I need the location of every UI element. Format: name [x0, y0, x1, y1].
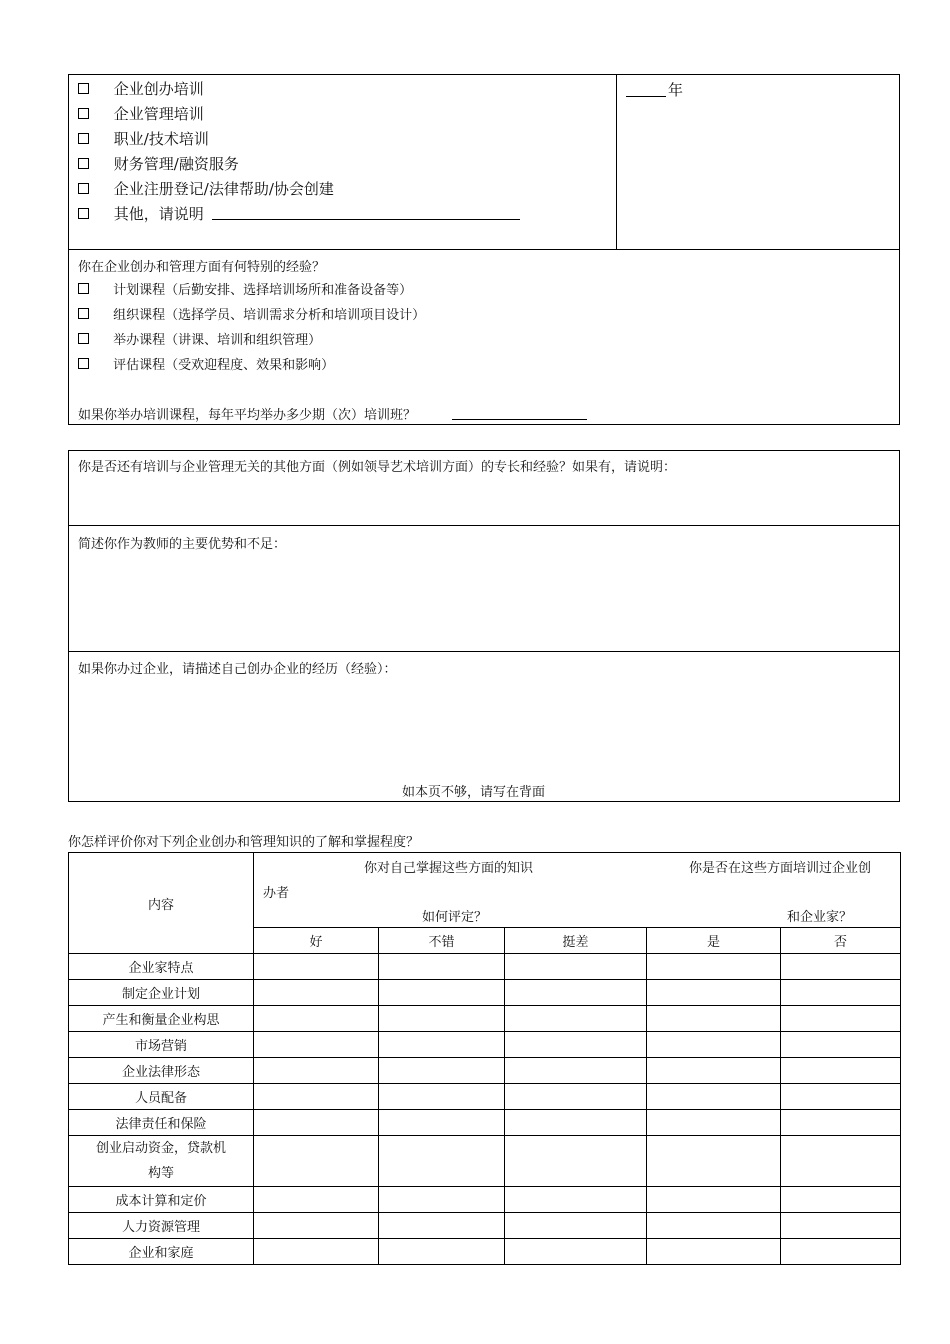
trained-no-header: 否 [781, 928, 901, 954]
cell-yes[interactable] [647, 1058, 781, 1084]
option-row[interactable] [78, 178, 334, 199]
row-label: 人力资源管理 [69, 1213, 254, 1239]
table-row [69, 1084, 901, 1110]
option-label: 计划课程（后勤安排、选择培训场所和准备设备等） [113, 283, 413, 298]
cell-good[interactable] [254, 980, 379, 1006]
option-label: 企业注册登记/法律帮助/协会创建 [113, 180, 334, 198]
row-label: 市场营销 [69, 1032, 254, 1058]
cell-yes[interactable] [647, 1213, 781, 1239]
cell-good[interactable] [254, 1136, 379, 1187]
option-row[interactable] [78, 329, 321, 348]
cell-poor[interactable] [505, 1187, 647, 1213]
cell-yes[interactable] [647, 1136, 781, 1187]
option-row[interactable] [78, 78, 204, 99]
cell-poor[interactable] [505, 1239, 647, 1265]
cell-good[interactable] [254, 1239, 379, 1265]
option-row[interactable] [78, 354, 334, 373]
cell-poor[interactable] [505, 1006, 647, 1032]
experience-question: 你在企业创办和管理方面有何特别的经验？ [78, 260, 326, 275]
header-merged-cell [254, 853, 901, 928]
cell-yes[interactable] [647, 1032, 781, 1058]
cell-poor[interactable] [505, 1136, 647, 1187]
assessment-table [68, 852, 901, 1265]
cell-fair[interactable] [379, 1006, 505, 1032]
header-trained-line2: 办者 [263, 886, 290, 901]
table-row [69, 954, 901, 980]
cell-poor[interactable] [505, 1058, 647, 1084]
checkbox[interactable] [78, 208, 89, 219]
row-label: 法律责任和保险 [69, 1110, 254, 1136]
cell-no[interactable] [781, 980, 901, 1006]
other-expertise-question: 你是否还有培训与企业管理无关的其他方面（例如领导艺术培训方面）的专长和经验？如果有，请说明： [78, 460, 677, 475]
option-label: 企业管理培训 [113, 105, 204, 123]
page-note: 如本页不够，请写在背面 [402, 785, 546, 800]
row-label [69, 1136, 254, 1187]
row-label: 成本计算和定价 [69, 1187, 254, 1213]
option-label: 财务管理/融资服务 [113, 155, 239, 173]
option-row[interactable] [78, 103, 204, 124]
business-experience-answer-area[interactable] [70, 678, 898, 778]
cell-fair[interactable] [379, 1084, 505, 1110]
cell-good[interactable] [254, 1213, 379, 1239]
checkbox[interactable] [78, 333, 89, 344]
header-trained-line1: 你是否在这些方面培训过企业创 [689, 861, 872, 876]
row-label: 产生和衡量企业构思 [69, 1006, 254, 1032]
cell-good[interactable] [254, 1058, 379, 1084]
header-content [69, 853, 254, 954]
option-label: 组织课程（选择学员、培训需求分析和培训项目设计） [113, 308, 426, 323]
table-row [69, 1110, 901, 1136]
header-self-line2: 如何评定？ [422, 910, 488, 925]
header-content-label: 内容 [147, 897, 174, 913]
other-specify-field[interactable] [212, 219, 520, 220]
business-experience-question: 如果你办过企业，请描述自己创办企业的经历（经验）： [78, 662, 397, 677]
table-row [69, 1032, 901, 1058]
trained-yes-header: 是 [647, 928, 781, 954]
row-label: 企业和家庭 [69, 1239, 254, 1265]
option-row[interactable] [78, 279, 412, 298]
option-label: 评估课程（受欢迎程度、效果和影响） [113, 358, 335, 373]
years-field[interactable] [626, 96, 666, 97]
cell-yes[interactable] [647, 1110, 781, 1136]
cell-no[interactable] [781, 1239, 901, 1265]
checkbox[interactable] [78, 133, 89, 144]
cell-good[interactable] [254, 1084, 379, 1110]
header-trained-line3: 和企业家？ [787, 910, 853, 925]
cell-poor[interactable] [505, 1084, 647, 1110]
cell-fair[interactable] [379, 954, 505, 980]
cell-good[interactable] [254, 1187, 379, 1213]
cell-poor[interactable] [505, 1032, 647, 1058]
rating-poor-header: 挺差 [505, 928, 647, 954]
table-row [69, 1136, 901, 1187]
cell-no[interactable] [781, 1110, 901, 1136]
cell-poor[interactable] [505, 1213, 647, 1239]
cell-no[interactable] [781, 1058, 901, 1084]
checkbox[interactable] [78, 83, 89, 94]
strengths-question: 简述你作为教师的主要优势和不足： [78, 537, 287, 552]
cell-yes[interactable] [647, 954, 781, 980]
table-row [69, 1239, 901, 1265]
row-label: 企业家特点 [69, 954, 254, 980]
option-row[interactable] [78, 128, 209, 149]
frequency-question: 如果你举办培训课程，每年平均举办多少期（次）培训班？ [78, 408, 417, 423]
section-divider [68, 651, 900, 652]
cell-fair[interactable] [379, 1110, 505, 1136]
cell-fair[interactable] [379, 1136, 505, 1187]
cell-no[interactable] [781, 1213, 901, 1239]
cell-good[interactable] [254, 1006, 379, 1032]
cell-no[interactable] [781, 1187, 901, 1213]
cell-good[interactable] [254, 954, 379, 980]
table-row [69, 1213, 901, 1239]
cell-no[interactable] [781, 1006, 901, 1032]
table-row [69, 1006, 901, 1032]
section-divider [68, 249, 900, 250]
table-row [69, 1058, 901, 1084]
cell-good[interactable] [254, 1032, 379, 1058]
checkbox[interactable] [78, 308, 89, 319]
option-label: 企业创办培训 [113, 80, 204, 98]
frequency-field[interactable] [452, 419, 587, 420]
cell-poor[interactable] [505, 1110, 647, 1136]
row-label-text: 创业启动资金，贷款机构等 [95, 1141, 226, 1181]
rating-fair-header: 不错 [379, 928, 505, 954]
table-row [69, 1187, 901, 1213]
option-row[interactable] [78, 304, 425, 323]
cell-poor[interactable] [505, 980, 647, 1006]
cell-fair[interactable] [379, 1058, 505, 1084]
cell-poor[interactable] [505, 954, 647, 980]
cell-fair[interactable] [379, 980, 505, 1006]
checkbox[interactable] [78, 183, 89, 194]
cell-yes[interactable] [647, 980, 781, 1006]
cell-yes[interactable] [647, 1084, 781, 1110]
checkbox[interactable] [78, 358, 89, 369]
other-expertise-answer-area[interactable] [70, 476, 898, 524]
row-label: 企业法律形态 [69, 1058, 254, 1084]
column-divider [616, 74, 617, 250]
option-label: 举办课程（讲课、培训和组织管理） [113, 333, 322, 348]
header-self-line1: 你对自己掌握这些方面的知识 [364, 861, 534, 876]
assessment-intro: 你怎样评价你对下列企业创办和管理知识的了解和掌握程度？ [68, 835, 420, 850]
option-row[interactable] [78, 153, 239, 174]
option-label: 职业/技术培训 [113, 130, 209, 148]
cell-no[interactable] [781, 1084, 901, 1110]
checkbox[interactable] [78, 158, 89, 169]
rating-good-header: 好 [254, 928, 379, 954]
year-label: 年 [668, 81, 684, 99]
strengths-answer-area[interactable] [70, 553, 898, 649]
option-row[interactable] [78, 203, 204, 224]
cell-fair[interactable] [379, 1032, 505, 1058]
cell-good[interactable] [254, 1110, 379, 1136]
checkbox[interactable] [78, 108, 89, 119]
row-label: 人员配备 [69, 1084, 254, 1110]
cell-yes[interactable] [647, 1187, 781, 1213]
cell-no[interactable] [781, 954, 901, 980]
cell-fair[interactable] [379, 1187, 505, 1213]
cell-yes[interactable] [647, 1239, 781, 1265]
section-divider [68, 525, 900, 526]
option-label: 其他，请说明 [113, 205, 204, 223]
cell-no[interactable] [781, 1136, 901, 1187]
cell-no[interactable] [781, 1032, 901, 1058]
table-row [69, 980, 901, 1006]
cell-yes[interactable] [647, 1006, 781, 1032]
row-label: 制定企业计划 [69, 980, 254, 1006]
checkbox[interactable] [78, 283, 89, 294]
cell-fair[interactable] [379, 1213, 505, 1239]
cell-fair[interactable] [379, 1239, 505, 1265]
